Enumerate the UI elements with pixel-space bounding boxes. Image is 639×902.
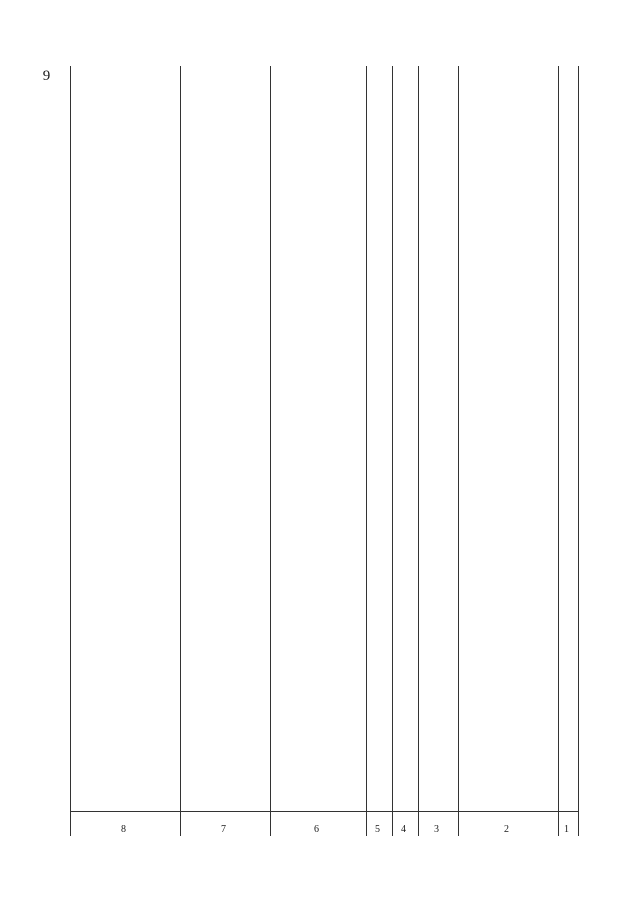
header-col-3: 3 [434, 824, 439, 835]
column-border-line [458, 66, 459, 836]
header-col-1: 1 [564, 824, 569, 835]
header-col-2: 2 [504, 824, 509, 835]
header-col-8: 8 [121, 824, 126, 835]
header-col-5: 5 [375, 824, 380, 835]
column-border-line [418, 66, 419, 836]
column-border-line [70, 66, 71, 836]
column-border-line [180, 66, 181, 836]
column-border-line [578, 66, 579, 836]
page-number: 9 [42, 67, 51, 84]
column-border-line [366, 66, 367, 836]
header-col-4: 4 [401, 824, 406, 835]
rotated-table [30, 62, 610, 842]
header-col-7: 7 [221, 824, 226, 835]
column-border-line [558, 66, 559, 836]
column-border-line [392, 66, 393, 836]
column-border-line [270, 66, 271, 836]
header-separator [70, 811, 578, 812]
header-col-6: 6 [314, 824, 319, 835]
